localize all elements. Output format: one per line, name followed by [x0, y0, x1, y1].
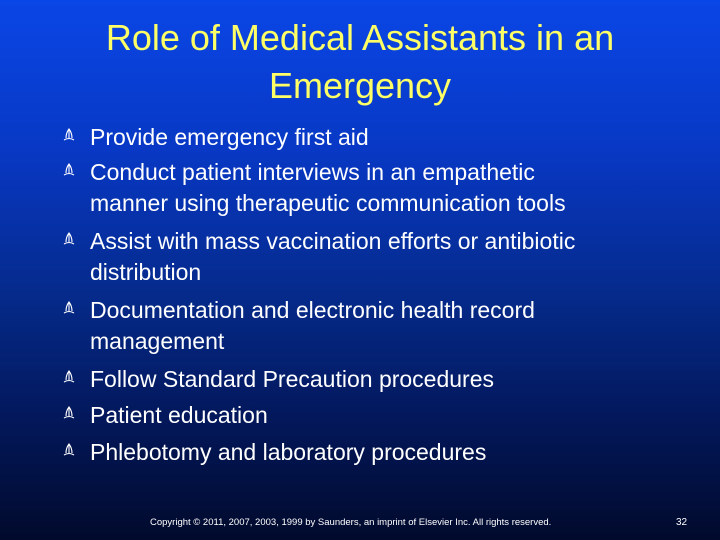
- bullet-line: Documentation and electronic health record: [90, 297, 535, 323]
- bullet-line: Phlebotomy and laboratory procedures: [90, 439, 487, 465]
- decorative-bullet-icon: [62, 231, 76, 245]
- bullet-text: [90, 364, 658, 395]
- page-number: 32: [676, 517, 688, 528]
- bullet-text: [90, 122, 658, 153]
- decorative-bullet-icon: [62, 127, 76, 141]
- copyright-notice: Copyright © 2011, 2007, 2003, 1999 by Saunders, an imprint of Elsevier Inc. All rights reserved.: [150, 517, 552, 528]
- bullet-line: Provide emergency first aid: [90, 124, 369, 150]
- bullet-line: Patient education: [90, 402, 268, 428]
- title-line-2: Emergency: [268, 65, 452, 106]
- bullet-text: [90, 400, 658, 431]
- title-line-1: Role of Medical Assistants in an: [105, 17, 615, 58]
- decorative-bullet-icon: [62, 369, 76, 383]
- decorative-bullet-icon: [62, 162, 76, 176]
- decorative-bullet-icon: [62, 300, 76, 314]
- decorative-bullet-icon: [62, 405, 76, 419]
- bullet-text: [90, 295, 658, 357]
- bullet-line: distribution: [90, 259, 202, 285]
- bullet-line: management: [90, 328, 225, 354]
- bullet-text: [90, 226, 658, 288]
- bullet-text: [90, 437, 658, 468]
- bullet-text: [90, 157, 658, 219]
- bullet-line: Conduct patient interviews in an empathetic: [90, 159, 535, 185]
- bullet-line: Follow Standard Precaution procedures: [90, 366, 495, 392]
- bullet-line: Assist with mass vaccination efforts or antibiotic: [90, 228, 576, 254]
- decorative-bullet-icon: [62, 442, 76, 456]
- bullet-line: manner using therapeutic communication tools: [90, 190, 566, 216]
